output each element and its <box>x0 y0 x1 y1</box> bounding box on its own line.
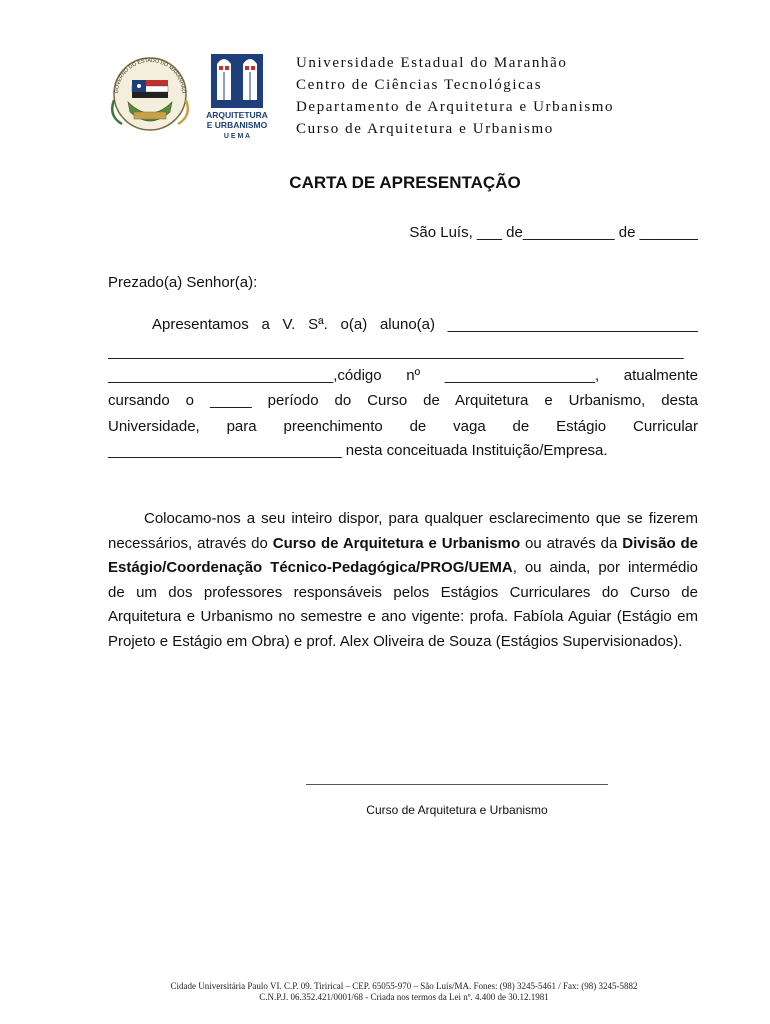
header-center: Centro de Ciências Tecnológicas <box>296 77 543 93</box>
paragraph2-text1: Colocamo-nos a seu inteiro dispor, para qualquer esclarecimento que se fizerem necessários, através do <box>108 510 698 552</box>
svg-text:ARQUITETURA: ARQUITETURA <box>206 110 268 120</box>
header-course: Curso de Arquitetura e Urbanismo <box>296 121 554 137</box>
footer-address: Cidade Universitária Paulo VI. C.P. 09. Tirirical – CEP. 65055-970 – São Luís/MA. Fones: (98) 3245-5461 / Fax: (98) 3245-5882 <box>170 981 638 991</box>
paragraph1-line4: cursando o _____ período do Curso de Arquitetura e Urbanismo, desta <box>108 392 698 409</box>
paragraph2-text2: ou através da <box>520 534 623 552</box>
signature-line <box>306 784 608 785</box>
paragraph1-line6: ____________________________ nesta conceituada Instituição/Empresa. <box>108 442 608 459</box>
svg-text:E URBANISMO: E URBANISMO <box>206 120 268 130</box>
signature-label: Curso de Arquitetura e Urbanismo <box>366 803 548 817</box>
header-department: Departamento de Arquitetura e Urbanismo <box>296 99 615 115</box>
paragraph2 <box>108 507 698 655</box>
state-seal-logo <box>104 50 196 134</box>
svg-text:GOVERNO DO ESTADO DO MARANHÃO: GOVERNO DO ESTADO DO MARANHÃO <box>113 57 187 94</box>
date-line: São Luís, ___ de___________ de _______ <box>409 224 698 241</box>
document-title: CARTA DE APRESENTAÇÃO <box>289 173 521 192</box>
paragraph1-line1-text: Apresentamos a V. Sª. o(a) aluno(a) ______________________________ <box>152 316 698 333</box>
paragraph1-line5: Universidade, para preenchimento de vaga de Estágio Curricular <box>108 418 698 435</box>
greeting: Prezado(a) Senhor(a): <box>108 274 258 291</box>
paragraph2-course-bold: Curso de Arquitetura e Urbanismo <box>272 534 521 552</box>
paragraph1-line3: ___________________________,código nº __________________, atualmente <box>108 367 698 384</box>
architecture-course-logo <box>200 52 274 142</box>
footer-cnpj: C.N.P.J. 06.352.421/0001/68 - Criada nos termos da Lei nº. 4.400 de 30.12.1981 <box>259 992 549 1002</box>
header-university: Universidade Estadual do Maranhão <box>296 55 568 71</box>
svg-text:U E M A: U E M A <box>223 133 251 140</box>
paragraph1-line2: _____________________________________________________________________ <box>108 343 684 360</box>
paragraph1-line1 <box>108 316 698 333</box>
paragraph2-text3: , ou ainda, por intermédio de um dos professores responsáveis pelos Estágios Curriculares do Curso de Arquitetura e Urbanismo no semestre e ano vigente: profa. Fabíola Aguiar (Estágio em Projeto e Estágio em Obra) e prof. Alex Oliveira de Souza (Estágios Supervisionados). <box>108 559 698 650</box>
paragraph2-division-bold: Divisão de Estágio/Coordenação Técnico-Pedagógica/PROG/UEMA <box>108 534 699 577</box>
